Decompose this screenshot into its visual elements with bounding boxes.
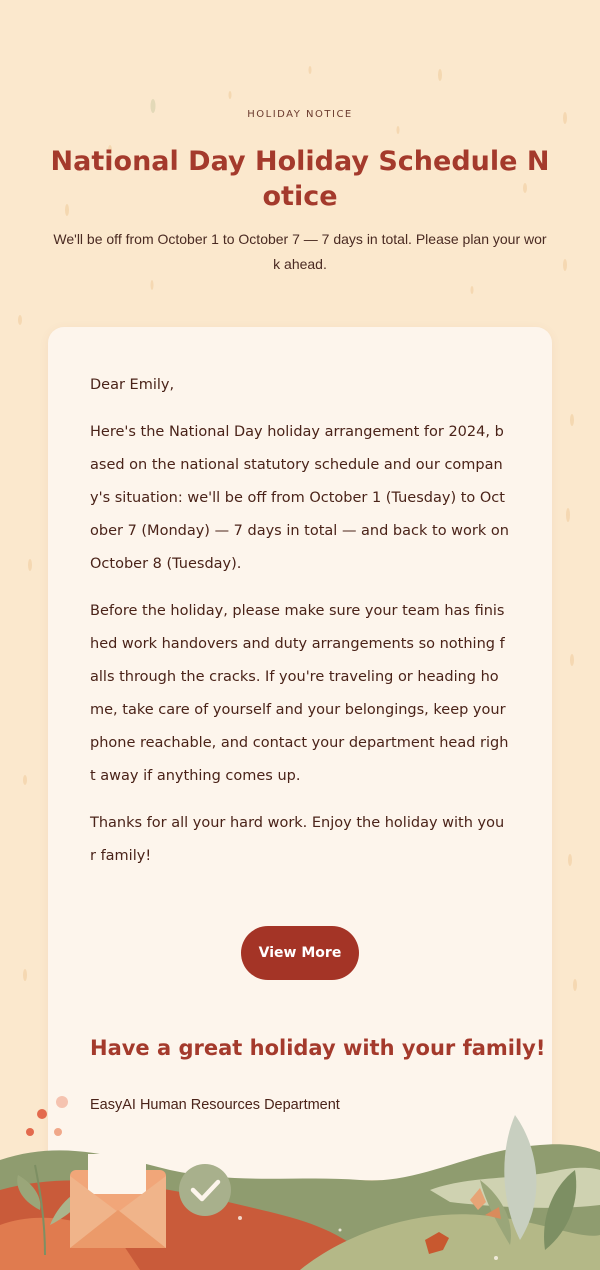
- footer-illustration: [0, 1090, 600, 1270]
- view-more-button[interactable]: View More: [241, 926, 359, 980]
- page-subtitle: We'll be off from October 1 to October 7 — 7 days in total. Please plan your work ahead.: [53, 231, 547, 272]
- letter-body: [90, 369, 510, 887]
- eyebrow-label: HOLIDAY NOTICE: [247, 109, 353, 120]
- closing-line: Have a great holiday with your family!: [90, 1036, 546, 1060]
- check-circle-icon: [179, 1164, 231, 1216]
- greeting: Dear Emily,: [90, 377, 175, 393]
- page-title: National Day Holiday Schedule Notice: [50, 146, 550, 212]
- paragraph-thanks: Thanks for all your hard work. Enjoy the holiday with your family!: [90, 815, 505, 864]
- paragraph-arrangement: Here's the National Day holiday arrangement for 2024, based on the national statutory schedule and our company's situation: we'll be off from October 1 (Tuesday) to October 7 (Monday) — 7 days in total — and back to work on October 8 (Tuesday).: [90, 424, 509, 572]
- signature: EasyAI Human Resources Department: [90, 1097, 340, 1113]
- letter-card: [48, 327, 552, 1180]
- paragraph-reminders: Before the holiday, please make sure your team has finished work handovers and duty arrangements so nothing falls through the cracks. If you're traveling or heading home, take care of yourself and your belongings, keep your phone reachable, and contact your department head right away if anything comes up.: [90, 603, 509, 784]
